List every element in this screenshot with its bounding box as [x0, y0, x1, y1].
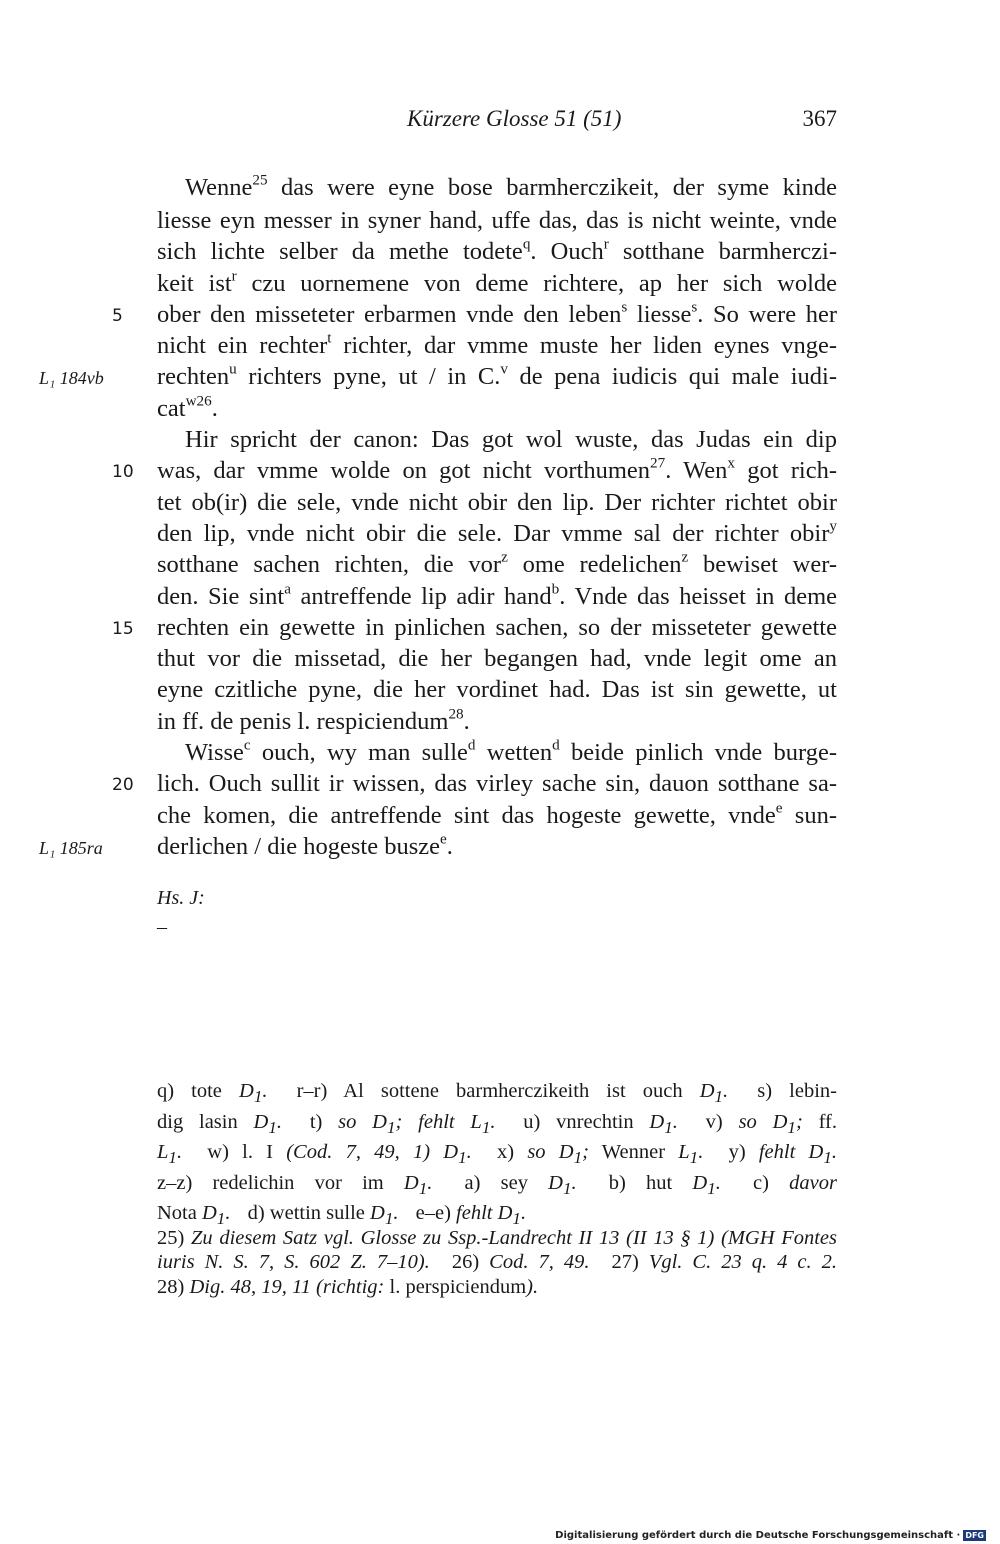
funding-footer: [555, 1530, 986, 1541]
footnote-line: 25) Zu diesem Satz vgl. Glosse zu Ssp.-Landrecht II 13 (II 13 § 1) (MGH Fontes: [157, 1227, 837, 1249]
text-line: cat$^{w26}$.: [157, 392, 218, 422]
manuscript-folio-note: L₁ 184vb: [39, 368, 104, 389]
apparatus-line: Nota $D_1$. d) wettin sulle $D_1$. e–e) fehlt $D_1$.: [157, 1202, 527, 1229]
line-number: 15: [112, 618, 134, 639]
apparatus-line: $L_1$. w) l. I (Cod. 7, 49, 1) $D_1$. x) so $D_1$; Wenner $L_1$. y) fehlt $D_1$.: [157, 1141, 837, 1168]
text-line: liesse eyn messer in syner hand, uffe das, das is nicht weinte, vnde: [157, 207, 837, 234]
text-line: Wisse$^c$ ouch, wy man sulle$^d$ wetten$^d$ beide pinlich vnde burge-: [185, 736, 837, 767]
funding-text: Digitalisierung gefördert durch die Deutsche Forschungsgemeinschaft ·: [555, 1530, 961, 1541]
apparatus-line: q) tote $D_1$. r–r) Al sottene barmherczikeith ist ouch $D_1$. s) lebin-: [157, 1080, 837, 1107]
page-number: 367: [802, 106, 837, 131]
running-header: [157, 106, 837, 138]
text-line: 20 lich. Ouch sullit ir wissen, das virley sache sin, dauon sotthane sa-: [157, 768, 837, 799]
text-line: sotthane sachen richten, die vor$^z$ ome redelichen$^z$ bewiset wer-: [157, 548, 838, 579]
text-line: nicht ein rechter$^t$ richter, dar vmme muste her liden eynes vnge-: [157, 329, 837, 360]
witness-dash: –: [157, 916, 167, 938]
text-line: L₁ 185ra derlichen / die hogeste busze$^e$.: [157, 831, 837, 862]
dfg-logo: DFG: [965, 1531, 984, 1540]
text-line: in ff. de penis l. respiciendum$^{28}$.: [157, 705, 470, 735]
footnote-line: 28) Dig. 48, 19, 11 (richtig: l. perspiciendum).: [157, 1275, 539, 1298]
line-number: 10: [112, 462, 134, 483]
footnote-line: iuris N. S. 7, S. 602 Z. 7–10). 26) Cod. 7, 49. 27) Vgl. C. 23 q. 4 c. 2.: [157, 1251, 837, 1274]
text-line: che komen, die antreffende sint das hogeste gewette, vnde$^e$ sun-: [157, 799, 837, 829]
line-number: 5: [112, 305, 123, 326]
apparatus-line: dig lasin $D_1$. t) so $D_1$; fehlt $L_1$. u) vnrechtin $D_1$. v) so $D_1$; ff.: [157, 1110, 837, 1137]
text-line: tet ob(ir) die sele, vnde nicht obir den lip. Der richter richtet obir: [157, 488, 837, 516]
text-line: keit ist$^r$ czu uornemene von deme richtere, ap her sich wolde: [157, 266, 837, 297]
line-number: 20: [112, 775, 134, 796]
running-title: Kürzere Glosse 51 (51): [407, 106, 622, 131]
text-line: 15 rechten ein gewette in pinlichen sachen, so der misseteter gewette: [157, 612, 837, 643]
text-line: Wenne$^{25}$ das were eyne bose barmherczikeit, der syme kinde: [185, 171, 837, 201]
text-line: L₁ 184vb rechten$^u$ richters pyne, ut / in C.$^v$ de pena iudicis qui male iudi-: [157, 361, 837, 392]
text-line: 10 was, dar vmme wolde on got nicht vorthumen$^{27}$. Wen$^x$ got rich-: [157, 455, 837, 486]
text-line: Hir spricht der canon: Das got wol wuste, das Judas ein dip: [185, 426, 837, 454]
manuscript-folio-note: L₁ 185ra: [39, 837, 103, 858]
main-text: [39, 171, 838, 862]
text-line: sich lichte selber da methe todete$^q$. Ouch$^r$ sotthane barmherczi-: [157, 235, 837, 266]
footnotes: [157, 1226, 837, 1299]
text-line: den. Sie sint$^a$ antreffende lip adir hand$^b$. Vnde das heisset in deme: [157, 579, 837, 610]
critical-apparatus: [157, 1079, 837, 1232]
text-line: thut vor die missetad, die her begangen had, vnde legit ome an: [157, 645, 837, 673]
text-line: den lip, vnde nicht obir die sele. Dar vmme sal der richter obir$^y$: [157, 517, 837, 547]
text-line: 5 ober den misseteter erbarmen vnde den leben$^s$ liesse$^s$. So were her: [157, 299, 837, 330]
text-line: eyne czitliche pyne, die her vordinet had. Das ist sin gewette, ut: [157, 676, 837, 704]
witness-label: Hs. J:: [157, 887, 205, 909]
apparatus-line: z–z) redelichin vor im $D_1$. a) sey $D_1$. b) hut $D_1$. c) davor: [157, 1171, 837, 1198]
